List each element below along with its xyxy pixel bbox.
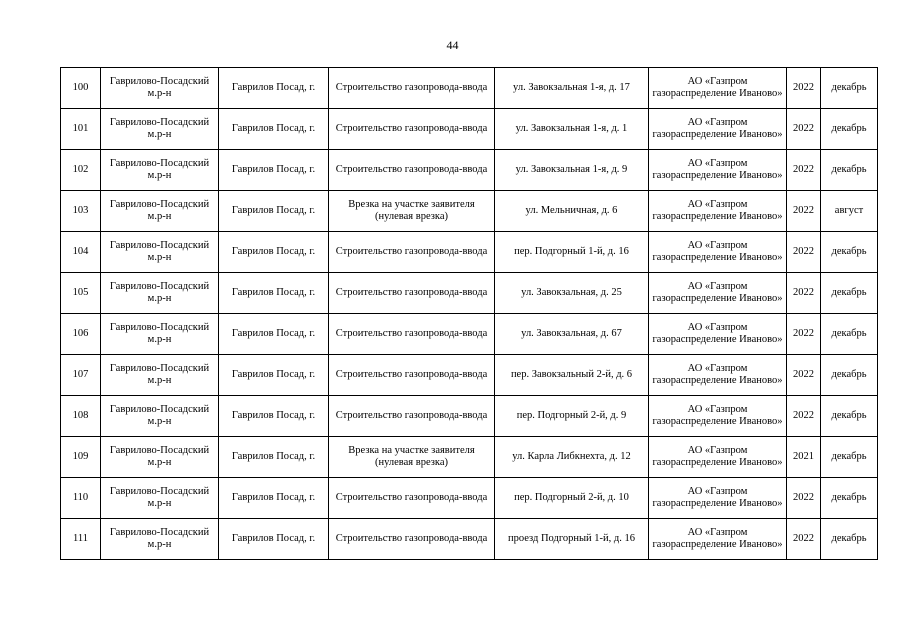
row-number-cell: 106 [61,314,101,355]
work-type-cell: Строительство газопровода-ввода [329,519,495,560]
district-cell: Гаврилово-Посадский м.р-н [101,478,219,519]
organization-cell: АО «Газпром газораспределение Иваново» [649,109,787,150]
month-cell: декабрь [821,232,878,273]
settlement-cell: Гаврилов Посад, г. [219,519,329,560]
row-number-cell: 109 [61,437,101,478]
month-cell: декабрь [821,314,878,355]
year-cell: 2022 [787,150,821,191]
month-cell: декабрь [821,437,878,478]
table-row [61,437,878,478]
address-cell: проезд Подгорный 1-й, д. 16 [495,519,649,560]
table-row [61,191,878,232]
row-number-cell: 104 [61,232,101,273]
month-cell: декабрь [821,68,878,109]
organization-cell: АО «Газпром газораспределение Иваново» [649,232,787,273]
year-cell: 2022 [787,191,821,232]
year-cell: 2022 [787,478,821,519]
district-cell: Гаврилово-Посадский м.р-н [101,314,219,355]
work-type-cell: Строительство газопровода-ввода [329,396,495,437]
address-cell: ул. Завокзальная 1-я, д. 1 [495,109,649,150]
work-type-cell: Строительство газопровода-ввода [329,109,495,150]
table-row [61,273,878,314]
table-row [61,150,878,191]
district-cell: Гаврилово-Посадский м.р-н [101,68,219,109]
month-cell: декабрь [821,519,878,560]
table-row [61,232,878,273]
work-type-cell: Строительство газопровода-ввода [329,355,495,396]
settlement-cell: Гаврилов Посад, г. [219,314,329,355]
organization-cell: АО «Газпром газораспределение Иваново» [649,437,787,478]
district-cell: Гаврилово-Посадский м.р-н [101,355,219,396]
organization-cell: АО «Газпром газораспределение Иваново» [649,478,787,519]
settlement-cell: Гаврилов Посад, г. [219,355,329,396]
organization-cell: АО «Газпром газораспределение Иваново» [649,355,787,396]
table-row [61,355,878,396]
month-cell: декабрь [821,273,878,314]
month-cell: декабрь [821,109,878,150]
district-cell: Гаврилово-Посадский м.р-н [101,109,219,150]
address-cell: пер. Завокзальный 2-й, д. 6 [495,355,649,396]
settlement-cell: Гаврилов Посад, г. [219,273,329,314]
district-cell: Гаврилово-Посадский м.р-н [101,150,219,191]
district-cell: Гаврилово-Посадский м.р-н [101,519,219,560]
month-cell: декабрь [821,396,878,437]
settlement-cell: Гаврилов Посад, г. [219,478,329,519]
settlement-cell: Гаврилов Посад, г. [219,68,329,109]
table-row [61,68,878,109]
organization-cell: АО «Газпром газораспределение Иваново» [649,273,787,314]
settlement-cell: Гаврилов Посад, г. [219,191,329,232]
month-cell: декабрь [821,355,878,396]
work-type-cell: Врезка на участке заявителя (нулевая врезка) [329,437,495,478]
table-row [61,109,878,150]
address-cell: ул. Завокзальная, д. 67 [495,314,649,355]
row-number-cell: 100 [61,68,101,109]
district-cell: Гаврилово-Посадский м.р-н [101,232,219,273]
year-cell: 2021 [787,437,821,478]
table-row [61,519,878,560]
work-type-cell: Строительство газопровода-ввода [329,478,495,519]
row-number-cell: 102 [61,150,101,191]
work-type-cell: Строительство газопровода-ввода [329,232,495,273]
settlement-cell: Гаврилов Посад, г. [219,150,329,191]
data-table [60,67,878,560]
address-cell: пер. Подгорный 2-й, д. 9 [495,396,649,437]
district-cell: Гаврилово-Посадский м.р-н [101,191,219,232]
row-number-cell: 101 [61,109,101,150]
row-number-cell: 105 [61,273,101,314]
address-cell: пер. Подгорный 2-й, д. 10 [495,478,649,519]
year-cell: 2022 [787,232,821,273]
year-cell: 2022 [787,68,821,109]
year-cell: 2022 [787,314,821,355]
settlement-cell: Гаврилов Посад, г. [219,109,329,150]
address-cell: ул. Завокзальная 1-я, д. 17 [495,68,649,109]
work-type-cell: Строительство газопровода-ввода [329,273,495,314]
month-cell: август [821,191,878,232]
address-cell: ул. Мельничная, д. 6 [495,191,649,232]
work-type-cell: Врезка на участке заявителя (нулевая врезка) [329,191,495,232]
organization-cell: АО «Газпром газораспределение Иваново» [649,191,787,232]
work-type-cell: Строительство газопровода-ввода [329,150,495,191]
year-cell: 2022 [787,355,821,396]
year-cell: 2022 [787,519,821,560]
month-cell: декабрь [821,150,878,191]
address-cell: пер. Подгорный 1-й, д. 16 [495,232,649,273]
page-number: 44 [446,38,459,52]
address-cell: ул. Завокзальная, д. 25 [495,273,649,314]
row-number-cell: 110 [61,478,101,519]
address-cell: ул. Карла Либкнехта, д. 12 [495,437,649,478]
organization-cell: АО «Газпром газораспределение Иваново» [649,150,787,191]
district-cell: Гаврилово-Посадский м.р-н [101,437,219,478]
address-cell: ул. Завокзальная 1-я, д. 9 [495,150,649,191]
table-row [61,478,878,519]
month-cell: декабрь [821,478,878,519]
table-row [61,396,878,437]
settlement-cell: Гаврилов Посад, г. [219,396,329,437]
settlement-cell: Гаврилов Посад, г. [219,232,329,273]
row-number-cell: 111 [61,519,101,560]
organization-cell: АО «Газпром газораспределение Иваново» [649,314,787,355]
year-cell: 2022 [787,109,821,150]
year-cell: 2022 [787,396,821,437]
row-number-cell: 103 [61,191,101,232]
organization-cell: АО «Газпром газораспределение Иваново» [649,519,787,560]
work-type-cell: Строительство газопровода-ввода [329,68,495,109]
table-body [61,68,878,560]
organization-cell: АО «Газпром газораспределение Иваново» [649,396,787,437]
row-number-cell: 108 [61,396,101,437]
year-cell: 2022 [787,273,821,314]
table-row [61,314,878,355]
district-cell: Гаврилово-Посадский м.р-н [101,273,219,314]
settlement-cell: Гаврилов Посад, г. [219,437,329,478]
district-cell: Гаврилово-Посадский м.р-н [101,396,219,437]
organization-cell: АО «Газпром газораспределение Иваново» [649,68,787,109]
work-type-cell: Строительство газопровода-ввода [329,314,495,355]
row-number-cell: 107 [61,355,101,396]
